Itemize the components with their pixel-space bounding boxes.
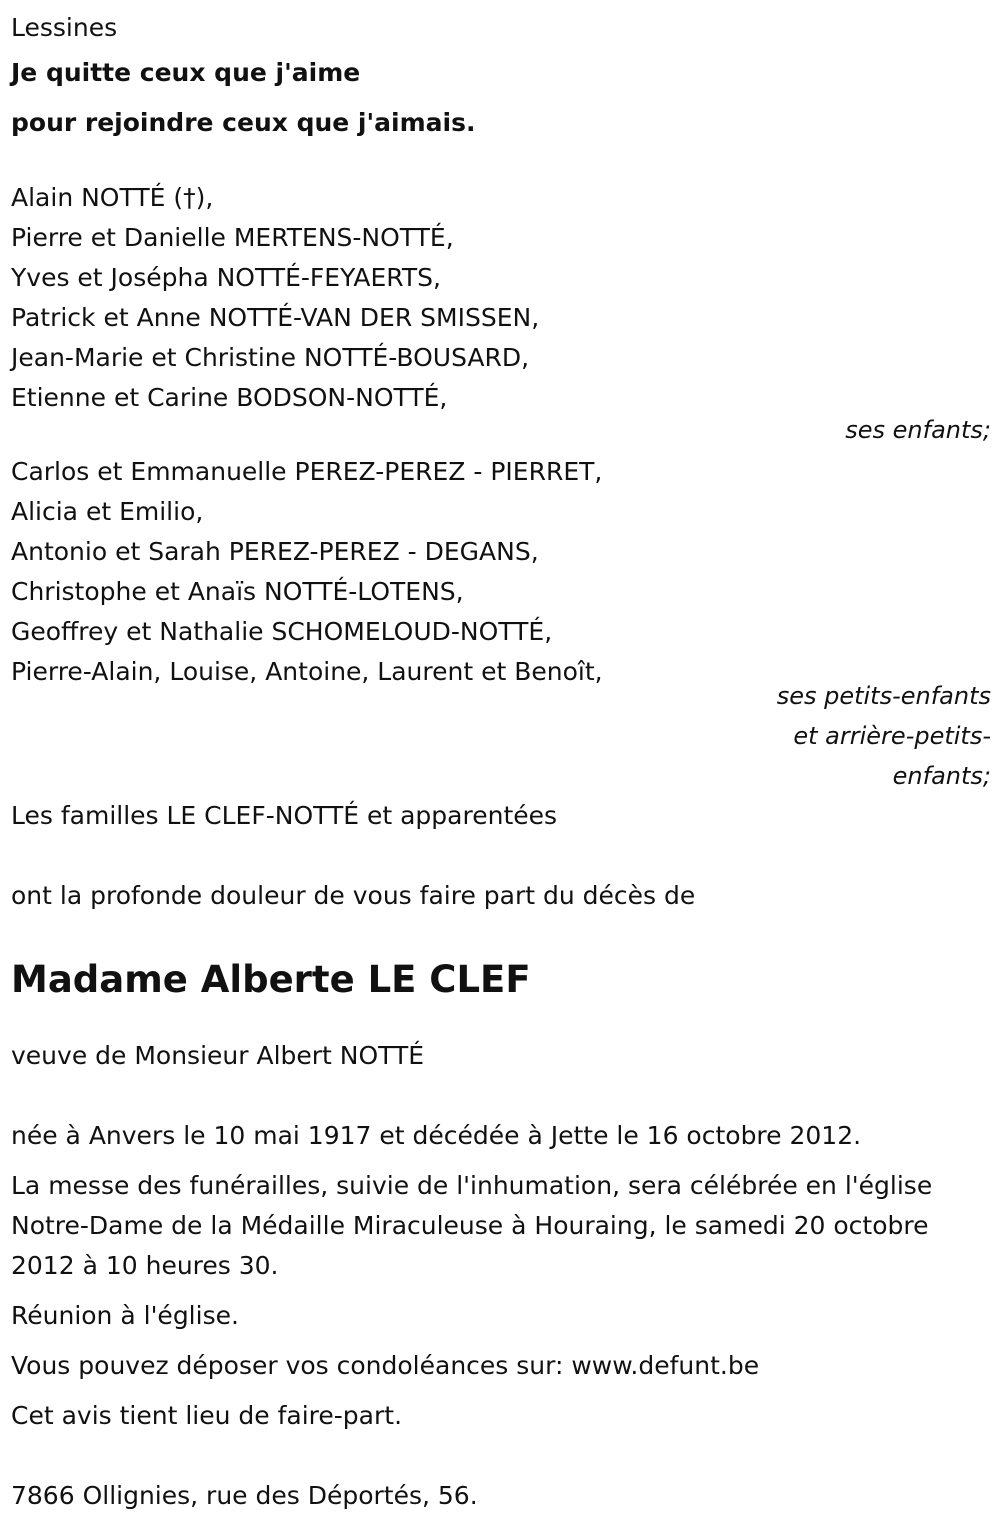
- grandchildren-label-line: enfants;: [892, 762, 991, 790]
- families-line: Les familles LE CLEF-NOTTÉ et apparentées: [11, 801, 558, 830]
- grandchildren-list: [11, 452, 991, 692]
- child-line: Etienne et Carine BODSON-NOTTÉ,: [11, 383, 448, 412]
- epigraph-line-1: Je quitte ceux que j'aime: [11, 58, 361, 87]
- child-line: Alain NOTTÉ (†),: [11, 183, 214, 212]
- widow-of: veuve de Monsieur Albert NOTTÉ: [11, 1041, 425, 1070]
- grandchild-line: Geoffrey et Nathalie SCHOMELOUD-NOTTÉ,: [11, 617, 553, 646]
- child-line: Pierre et Danielle MERTENS-NOTTÉ,: [11, 223, 454, 252]
- address: 7866 Ollignies, rue des Déportés, 56.: [11, 1481, 478, 1510]
- deceased-name: Madame Alberte LE CLEF: [11, 958, 531, 1001]
- child-line: Patrick et Anne NOTTÉ-VAN DER SMISSEN,: [11, 303, 540, 332]
- children-label: ses enfants;: [845, 416, 991, 444]
- grandchild-line: Alicia et Emilio,: [11, 497, 204, 526]
- children-list: [11, 178, 991, 418]
- grandchildren-label-line: ses petits-enfants: [776, 682, 991, 710]
- child-line: Yves et Joséphа NOTTÉ-FEYAERTS,: [11, 263, 441, 292]
- epigraph-line-2: pour rejoindre ceux que j'aimais.: [11, 108, 476, 137]
- child-line: Jean-Marie et Christine NOTTÉ-BOUSARD,: [11, 343, 530, 372]
- grandchild-line: Pierre-Alain, Louise, Antoine, Laurent et Benoît,: [11, 657, 603, 686]
- notice: Cet avis tient lieu de faire-part.: [11, 1401, 403, 1430]
- grandchild-line: Christophe et Anaïs NOTTÉ-LOTENS,: [11, 577, 464, 606]
- reunion: Réunion à l'église.: [11, 1301, 239, 1330]
- grandchild-line: Carlos et Emmanuelle PEREZ-PEREZ - PIERRET,: [11, 457, 603, 486]
- location: Lessines: [11, 13, 118, 42]
- condolences: Vous pouvez déposer vos condoléances sur: www.defunt.be: [11, 1351, 760, 1380]
- announcement: ont la profonde douleur de vous faire part du décès de: [11, 881, 696, 910]
- grandchildren-label: [11, 676, 991, 796]
- grandchild-line: Antonio et Sarah PEREZ-PEREZ - DEGANS,: [11, 537, 539, 566]
- funeral-details: La messe des funérailles, suivie de l'inhumation, sera célébrée en l'église Notre-Dame de la Médaille Miraculeuse à Houraing, le samedi 20 octobre 2012 à 10 heures 30.: [11, 1171, 933, 1280]
- obituary-notice: [11, 8, 991, 1516]
- grandchildren-label-line: et arrière-petits-: [793, 722, 991, 750]
- birth-death: née à Anvers le 10 mai 1917 et décédée à Jette le 16 octobre 2012.: [11, 1121, 862, 1150]
